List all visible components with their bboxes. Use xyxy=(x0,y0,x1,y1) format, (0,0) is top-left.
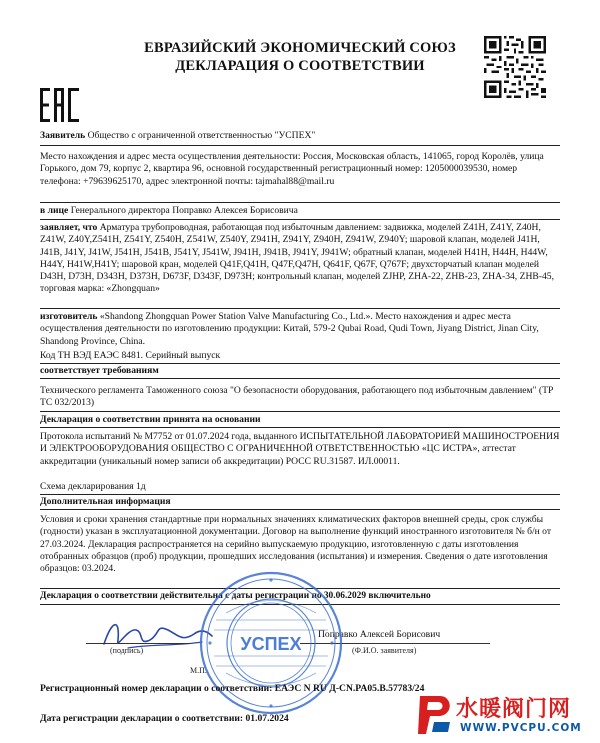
person-label: в лице xyxy=(40,205,69,216)
divider xyxy=(40,363,560,364)
divider xyxy=(40,202,560,203)
person-value: Генерального директора Поправко Алексея Борисовича xyxy=(70,205,298,216)
person-row xyxy=(40,205,560,217)
additional-value: Условия и сроки хранения стандартные при нормальных значениях климатических факторов внешней среды, срок службы (годности) указан в эксплуатационной документации. Договор на выполнение функций иностранного изготовителя № б/н от 27.03.2024. Декларация распространяется на серийно выпускаемую продукцию, изготовленную с даты изготовления отобранных образцов (проб) продукции, прошедших исследования (испытания) и измерения. Сведения о дате изготовления образцов: 03.2024. xyxy=(40,514,552,575)
divider xyxy=(40,509,560,510)
requirements-heading: соответствует требованиям xyxy=(40,365,159,376)
divider xyxy=(40,308,560,309)
registration-date: Дата регистрации декларации о соответствии: 01.07.2024 xyxy=(40,713,289,724)
qr-code-icon xyxy=(484,36,546,98)
manufacturer-value: «Shandong Zhongquan Power Station Valve Manufacturing Co., Ltd.». Место нахождения и адрес места осуществления деятельности по изготовлению продукции: Китай, 579-2 Qubai Road, Qudi Town, Jiyang District, Jinan City, Shandong Province, China. xyxy=(40,311,539,347)
fio-caption: (Ф.И.О. заявителя) xyxy=(352,646,417,655)
declaration-scheme: Схема декларирования 1д xyxy=(40,481,146,492)
signer-name: Поправко Алексей Борисович xyxy=(318,629,441,640)
additional-heading: Дополнительная информация xyxy=(40,496,171,507)
signature-line xyxy=(86,643,190,644)
product-code: Код ТН ВЭД ЕАЭС 8481. Серийный выпуск xyxy=(40,350,221,361)
watermark-url: WWW.PVCPU.COM xyxy=(460,722,582,734)
manufacturer-row xyxy=(40,311,560,348)
divider xyxy=(40,378,560,379)
registration-number: Регистрационный номер декларации о соответствии: ЕАЭС N RU Д-CN.PA05.B.57783/24 xyxy=(40,683,425,694)
applicant-value: Общество с ограниченной ответственностью "УСПЕХ" xyxy=(87,130,316,141)
applicant-row xyxy=(40,130,560,142)
union-title: ЕВРАЗИЙСКИЙ ЭКОНОМИЧЕСКИЙ СОЮЗ xyxy=(144,40,456,56)
divider xyxy=(40,494,560,495)
requirements-value: Технического регламента Таможенного союза "О безопасности оборудования, работающего под избыточным давлением" (ТР ТС 032/2013) xyxy=(40,385,554,409)
signature-caption: (подпись) xyxy=(110,646,144,655)
declares-value: Арматура трубопроводная, работающая под избыточным давлением: задвижка, моделей Z41H, Z41Y, Z40H, Z41W, Z40Y,Z541H, Z541Y, Z540H, Z541W, Z540Y, Z941H, Z941Y, Z940H, Z941W, Z940Y; шаровой клапан, моделей J41H, J41B, J41Y, J41W, J541H, J541B, J541Y, J541W, J941H, J941B, J941Y, J941W; обратный клапан, моделей H41H, H44H, H44W, H44Y, H41W,H41Y; шаровой кран, моделей Q41F,Q41H, Q47F,Q47H, Q641F, Q67F, Q767F; двухсторчатый клапан моделей D43H, D73H, D343H, D373H, D673F, D343F, D973H; контрольный клапан, моделей ZJHP, ZHA-22, ZHB-23, ZHA-34, ZHB-45, торговая марка: «Zhongquan» xyxy=(40,222,554,295)
divider xyxy=(40,427,560,428)
applicant-address: Место нахождения и адрес места осуществления деятельности: Россия, Московская область, 141065, город Королёв, улица Горького, дом 79, корпус 2, квартира 96, основной государственный регистрационный номер: 1205000039530, номер телефона: +79639625170, адрес электронной почты: tajmahal88@mail.ru xyxy=(40,151,544,187)
pvcpu-logo-icon xyxy=(414,692,456,738)
validity-statement: Декларация о соответствии действительна с даты регистрации по 30.06.2029 включительно xyxy=(40,591,431,601)
basis-heading: Декларация о соответствии принята на основании xyxy=(40,414,261,425)
company-stamp xyxy=(196,568,346,718)
document-title: ДЕКЛАРАЦИЯ О СООТВЕТСТВИИ xyxy=(175,58,425,74)
stamp-caption: М.П. xyxy=(190,666,207,675)
manufacturer-label: изготовитель xyxy=(40,311,98,322)
eac-logo xyxy=(40,88,80,122)
watermark-title: 水暖阀门网 xyxy=(456,697,572,722)
site-watermark xyxy=(414,690,594,742)
stamp-text: УСПЕХ xyxy=(240,634,302,654)
applicant-label: Заявитель xyxy=(40,130,86,141)
divider xyxy=(40,411,560,412)
declares-row xyxy=(40,222,560,296)
declares-label: заявляет, что xyxy=(40,222,98,233)
basis-value: Протокола испытаний № M7752 от 01.07.2024 года, выданного ИСПЫТАТЕЛЬНОЙ ЛАБОРАТОРИЕЙ МАШИНОСТРОЕНИЯ И ЭЛЕКТРООБОРУДОВАНИЯ ОБЩЕСТВО С ОГРАНИЧЕННОЙ ОТВЕТСТВЕННОСТЬЮ «ЦС ИСТРА», аттестат аккредитации (уникальный номер записи об аккредитации) РОСС RU.31587. ИЛ.00011. xyxy=(40,431,560,467)
divider xyxy=(40,219,560,220)
divider xyxy=(40,145,560,146)
